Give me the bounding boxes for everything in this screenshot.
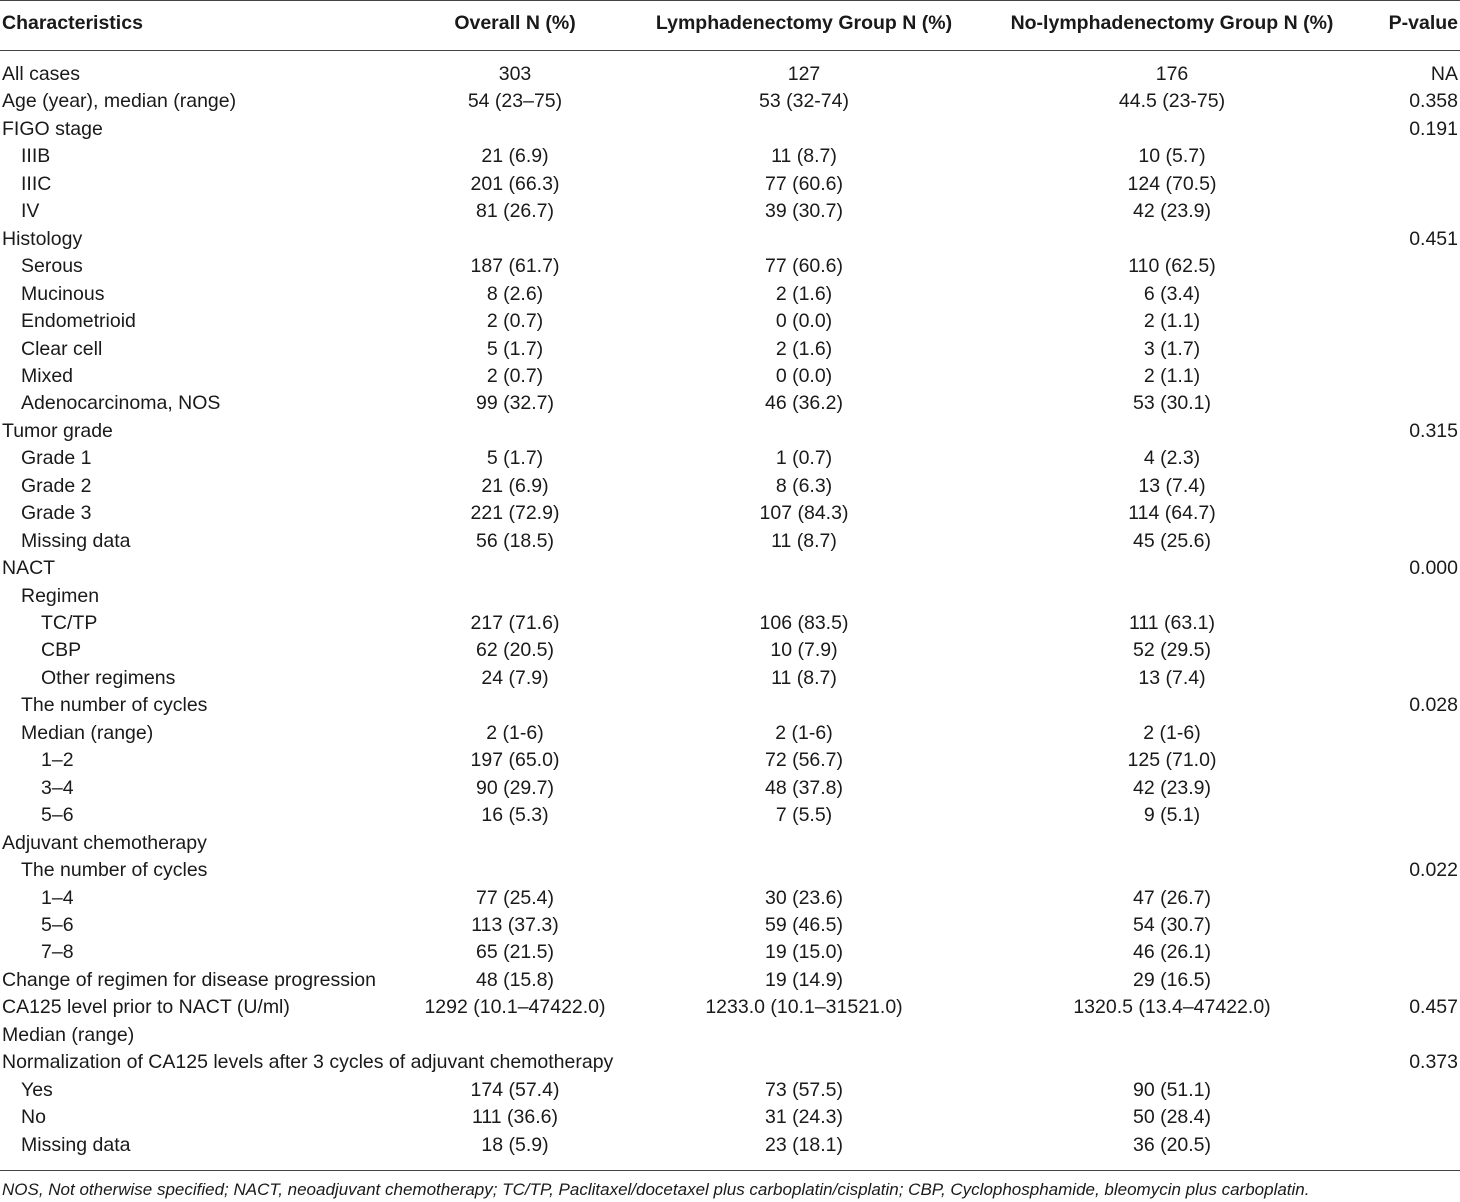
- table-row: [0, 253, 1460, 280]
- header-rule: [0, 50, 1460, 51]
- table-row: [0, 418, 1460, 445]
- cell-overall: 2 (1-6): [486, 721, 544, 744]
- table-row: [0, 116, 1460, 143]
- row-label: Grade 2: [21, 474, 92, 497]
- cell-lymphadenectomy: 2 (1-6): [775, 721, 833, 744]
- table-row: [0, 390, 1460, 417]
- table-row: [0, 1022, 1460, 1049]
- cell-lymphadenectomy: 77 (60.6): [764, 255, 844, 278]
- table-row: [0, 1132, 1460, 1159]
- cell-overall: 24 (7.9): [481, 666, 549, 689]
- cell-p-value: 0.315: [1409, 419, 1458, 442]
- table-row: [0, 281, 1460, 308]
- table-row: [0, 857, 1460, 884]
- cell-no-lymphadenectomy: 111 (63.1): [1129, 612, 1215, 634]
- row-label: Missing data: [21, 529, 131, 552]
- cell-lymphadenectomy: 72 (56.7): [764, 749, 844, 772]
- row-label: 1–4: [41, 886, 74, 909]
- cell-no-lymphadenectomy: 176: [1155, 63, 1189, 85]
- cell-lymphadenectomy: 46 (36.2): [764, 392, 844, 415]
- cell-lymphadenectomy: 19 (15.0): [764, 941, 844, 964]
- table-row: [0, 610, 1460, 637]
- table-row: [0, 61, 1460, 88]
- row-label: 5–6: [41, 804, 74, 827]
- cell-overall: 54 (23–75): [467, 90, 563, 113]
- cell-no-lymphadenectomy: 90 (51.1): [1132, 1078, 1212, 1101]
- table-footnote: NOS, Not otherwise specified; NACT, neoadjuvant chemotherapy; TC/TP, Paclitaxel/docetaxel plus carboplatin/cisplatin; CBP, Cyclophosphamide, bleomycin plus carboplatin.: [2, 1180, 1310, 1199]
- table-row: [0, 912, 1460, 939]
- table-row: [0, 747, 1460, 774]
- row-label: Yes: [21, 1078, 53, 1101]
- table-row: [0, 967, 1460, 994]
- row-label: Adjuvant chemotherapy: [2, 831, 207, 854]
- cell-lymphadenectomy: 2 (1.6): [775, 337, 833, 360]
- cell-overall: 217 (71.6): [470, 612, 560, 634]
- cell-lymphadenectomy: 48 (37.8): [764, 776, 844, 799]
- row-label: Change of regimen for disease progression: [2, 968, 376, 991]
- cell-overall: 81 (26.7): [475, 200, 555, 223]
- row-label: Adenocarcinoma, NOS: [21, 392, 221, 415]
- cell-lymphadenectomy: 8 (6.3): [775, 474, 833, 497]
- cell-overall: 2 (0.7): [486, 310, 544, 333]
- row-label: No: [21, 1106, 46, 1129]
- table-row: [0, 88, 1460, 115]
- cell-lymphadenectomy: 7 (5.5): [775, 804, 833, 827]
- cell-lymphadenectomy: 127: [787, 63, 821, 85]
- cell-p-value: 0.358: [1409, 90, 1458, 113]
- table-row: [0, 637, 1460, 664]
- cell-lymphadenectomy: 73 (57.5): [764, 1078, 844, 1101]
- bottom-rule: [0, 1170, 1460, 1171]
- cell-no-lymphadenectomy: 124 (70.5): [1127, 172, 1217, 195]
- cell-no-lymphadenectomy: 42 (23.9): [1132, 776, 1212, 799]
- row-label: Median (range): [2, 1023, 135, 1046]
- cell-overall: 201 (66.3): [470, 172, 560, 195]
- cell-no-lymphadenectomy: 54 (30.7): [1132, 913, 1212, 936]
- cell-overall: 5 (1.7): [486, 337, 544, 360]
- row-label: Clear cell: [21, 337, 103, 360]
- cell-no-lymphadenectomy: 4 (2.3): [1143, 447, 1201, 470]
- cell-lymphadenectomy: 1233.0 (10.1–31521.0): [705, 996, 903, 1019]
- cell-no-lymphadenectomy: 13 (7.4): [1138, 666, 1206, 689]
- table-row: [0, 720, 1460, 747]
- cell-no-lymphadenectomy: 29 (16.5): [1132, 968, 1212, 991]
- row-label: Serous: [21, 255, 83, 278]
- cell-no-lymphadenectomy: 13 (7.4): [1138, 474, 1206, 497]
- row-label: Mucinous: [21, 282, 105, 305]
- cell-overall: 187 (61.7): [470, 255, 560, 278]
- row-label: NACT: [2, 557, 56, 580]
- cell-no-lymphadenectomy: 9 (5.1): [1143, 804, 1201, 827]
- table-row: [0, 994, 1460, 1021]
- table-row: [0, 226, 1460, 253]
- cell-overall: 5 (1.7): [486, 447, 544, 470]
- cell-overall: 197 (65.0): [470, 749, 560, 772]
- table-row: [0, 885, 1460, 912]
- row-label: The number of cycles: [21, 859, 208, 882]
- row-label: Other regimens: [41, 666, 176, 689]
- cell-lymphadenectomy: 77 (60.6): [764, 172, 844, 195]
- cell-overall: 62 (20.5): [475, 639, 555, 662]
- cell-no-lymphadenectomy: 125 (71.0): [1127, 749, 1217, 772]
- table-row: [0, 1104, 1460, 1131]
- row-label: Histology: [2, 227, 83, 250]
- cell-lymphadenectomy: 23 (18.1): [764, 1133, 844, 1156]
- row-label: The number of cycles: [21, 694, 208, 717]
- cell-no-lymphadenectomy: 47 (26.7): [1132, 886, 1212, 909]
- cell-overall: 8 (2.6): [486, 282, 544, 305]
- cell-lymphadenectomy: 0 (0.0): [775, 364, 833, 387]
- row-label: Grade 3: [21, 502, 92, 525]
- cell-no-lymphadenectomy: 3 (1.7): [1143, 337, 1201, 360]
- cell-no-lymphadenectomy: 50 (28.4): [1132, 1106, 1212, 1129]
- table-row: [0, 939, 1460, 966]
- cell-no-lymphadenectomy: 2 (1.1): [1143, 310, 1201, 333]
- row-label: IIIC: [21, 172, 52, 195]
- cell-lymphadenectomy: 0 (0.0): [775, 310, 833, 333]
- cell-overall: 221 (72.9): [470, 502, 560, 525]
- header-p-value: P-value: [1388, 12, 1458, 34]
- table-row: [0, 830, 1460, 857]
- row-label: Tumor grade: [2, 419, 113, 442]
- cell-no-lymphadenectomy: 52 (29.5): [1132, 639, 1212, 662]
- row-label: 3–4: [41, 776, 74, 799]
- cell-no-lymphadenectomy: 36 (20.5): [1132, 1133, 1212, 1156]
- header-characteristics: Characteristics: [2, 12, 143, 34]
- table-row: [0, 802, 1460, 829]
- cell-no-lymphadenectomy: 44.5 (23-75): [1118, 90, 1226, 113]
- table-row: [0, 171, 1460, 198]
- cell-lymphadenectomy: 59 (46.5): [764, 913, 844, 936]
- cell-no-lymphadenectomy: 1320.5 (13.4–47422.0): [1073, 996, 1271, 1019]
- header-lymphadenectomy: Lymphadenectomy Group N (%): [655, 12, 953, 34]
- table-row: [0, 1049, 1460, 1076]
- header-no-lymphadenectomy: No-lymphadenectomy Group N (%): [1010, 12, 1334, 34]
- table-row: [0, 363, 1460, 390]
- cell-p-value: 0.457: [1409, 996, 1458, 1019]
- table-row: [0, 555, 1460, 582]
- cell-lymphadenectomy: 53 (32-74): [759, 90, 849, 113]
- row-label: Age (year), median (range): [2, 90, 237, 113]
- table-row: [0, 583, 1460, 610]
- cell-overall: 2 (0.7): [486, 364, 544, 387]
- table-row: [0, 665, 1460, 692]
- row-label: Regimen: [21, 584, 100, 607]
- cell-no-lymphadenectomy: 46 (26.1): [1132, 941, 1212, 964]
- cell-lymphadenectomy: 19 (14.9): [764, 968, 844, 991]
- cell-lymphadenectomy: 30 (23.6): [764, 886, 844, 909]
- cell-no-lymphadenectomy: 2 (1-6): [1143, 721, 1201, 744]
- cell-p-value: NA: [1430, 63, 1458, 85]
- table-row: [0, 198, 1460, 225]
- row-label: Median (range): [21, 721, 154, 744]
- cell-p-value: 0.373: [1409, 1051, 1458, 1074]
- cell-p-value: 0.028: [1409, 694, 1458, 717]
- cell-no-lymphadenectomy: 2 (1.1): [1143, 364, 1201, 387]
- row-label: Missing data: [21, 1133, 131, 1156]
- cell-overall: 1292 (10.1–47422.0): [424, 996, 606, 1019]
- table-row: [0, 692, 1460, 719]
- row-label: CBP: [41, 639, 82, 662]
- cell-no-lymphadenectomy: 53 (30.1): [1132, 392, 1212, 415]
- cell-overall: 18 (5.9): [481, 1133, 549, 1156]
- cell-overall: 48 (15.8): [475, 968, 555, 991]
- row-label: Normalization of CA125 levels after 3 cycles of adjuvant chemotherapy: [2, 1051, 614, 1074]
- cell-lymphadenectomy: 106 (83.5): [759, 612, 849, 634]
- cell-lymphadenectomy: 11 (8.7): [771, 529, 837, 552]
- cell-overall: 90 (29.7): [475, 776, 555, 799]
- row-label: Endometrioid: [21, 310, 136, 333]
- row-label: CA125 level prior to NACT (U/ml): [2, 996, 290, 1019]
- cell-overall: 65 (21.5): [475, 941, 555, 964]
- cell-p-value: 0.191: [1409, 117, 1458, 140]
- cell-overall: 16 (5.3): [481, 804, 549, 827]
- cell-p-value: 0.000: [1409, 557, 1458, 580]
- row-label: 1–2: [41, 749, 74, 772]
- table-row: [0, 775, 1460, 802]
- cell-overall: 56 (18.5): [475, 529, 555, 552]
- row-label: Grade 1: [21, 447, 92, 470]
- cell-lymphadenectomy: 11 (8.7): [771, 666, 837, 689]
- cell-lymphadenectomy: 107 (84.3): [759, 502, 849, 525]
- cell-overall: 113 (37.3): [471, 913, 559, 936]
- cell-lymphadenectomy: 10 (7.9): [770, 639, 838, 662]
- row-label: IV: [21, 200, 40, 223]
- cell-lymphadenectomy: 2 (1.6): [775, 282, 833, 305]
- cell-lymphadenectomy: 11 (8.7): [771, 145, 837, 168]
- row-label: All cases: [2, 63, 81, 85]
- cell-lymphadenectomy: 1 (0.7): [775, 447, 833, 470]
- table-row: [0, 308, 1460, 335]
- table-row: [0, 445, 1460, 472]
- table-row: [0, 473, 1460, 500]
- cell-overall: 21 (6.9): [481, 145, 549, 168]
- cell-p-value: 0.022: [1409, 859, 1458, 882]
- row-label: TC/TP: [41, 612, 98, 634]
- cell-overall: 111 (36.6): [472, 1106, 558, 1129]
- top-rule: [0, 0, 1460, 1]
- cell-overall: 174 (57.4): [470, 1078, 560, 1101]
- row-label: 7–8: [41, 941, 74, 964]
- cell-lymphadenectomy: 39 (30.7): [764, 200, 844, 223]
- table-row: [0, 143, 1460, 170]
- cell-p-value: 0.451: [1409, 227, 1458, 250]
- cell-lymphadenectomy: 31 (24.3): [764, 1106, 844, 1129]
- table-row: [0, 1077, 1460, 1104]
- cell-no-lymphadenectomy: 6 (3.4): [1143, 282, 1201, 305]
- cell-no-lymphadenectomy: 45 (25.6): [1132, 529, 1212, 552]
- cell-overall: 99 (32.7): [475, 392, 555, 415]
- table-row: [0, 528, 1460, 555]
- row-label: FIGO stage: [2, 117, 103, 140]
- table-row: [0, 336, 1460, 363]
- cell-overall: 21 (6.9): [481, 474, 549, 497]
- row-label: Mixed: [21, 364, 74, 387]
- cell-overall: 77 (25.4): [475, 886, 555, 909]
- cell-no-lymphadenectomy: 42 (23.9): [1132, 200, 1212, 223]
- cell-no-lymphadenectomy: 10 (5.7): [1138, 145, 1206, 168]
- cell-no-lymphadenectomy: 110 (62.5): [1128, 255, 1216, 278]
- table-row: [0, 500, 1460, 527]
- row-label: IIIB: [21, 145, 51, 168]
- row-label: 5–6: [41, 913, 74, 936]
- cell-no-lymphadenectomy: 114 (64.7): [1128, 502, 1216, 525]
- header-overall: Overall N (%): [454, 12, 576, 34]
- cell-overall: 303: [498, 63, 532, 85]
